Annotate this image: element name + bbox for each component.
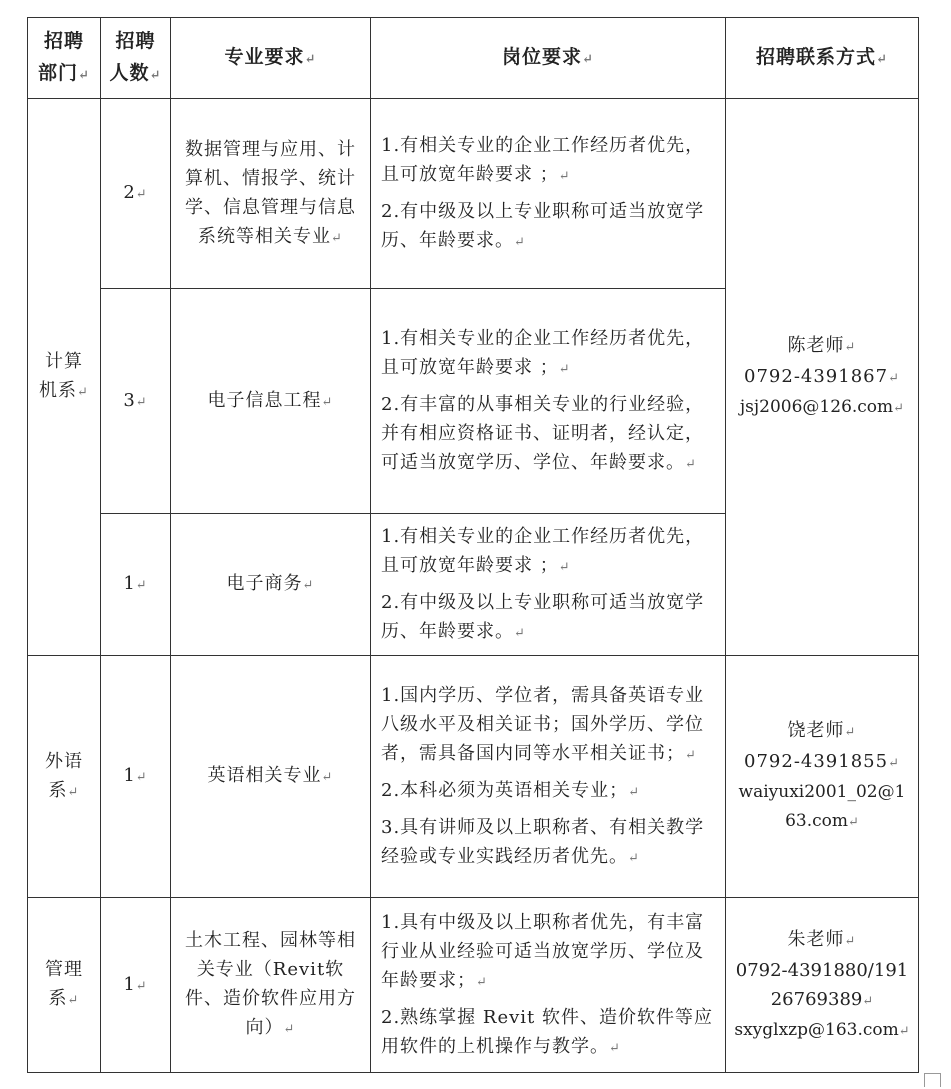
contact-phone: 0792-4391880/19126769389↵: [735, 959, 909, 1010]
dept-cell: 计算机系↵: [28, 99, 101, 656]
position-req-cell: [371, 289, 726, 514]
contact-cell: [726, 898, 919, 1073]
contact-cell: [726, 99, 919, 656]
header-major: 专业要求↵: [171, 18, 371, 99]
header-count: 招聘人数↵: [101, 18, 171, 99]
major-cell: 数据管理与应用、计算机、情报学、统计学、信息管理与信息系统等相关专业↵: [171, 99, 371, 289]
major-cell: 土木工程、园林等相关专业（Revit软件、造价软件应用方向）↵: [171, 898, 371, 1073]
position-req-cell: [371, 99, 726, 289]
count-cell: 1↵: [101, 656, 171, 898]
count-cell: 3↵: [101, 289, 171, 514]
count-cell: 2↵: [101, 99, 171, 289]
major-cell: 电子商务↵: [171, 514, 371, 656]
req-item: 2.有中级及以上专业职称可适当放宽学历、年龄要求。↵: [381, 200, 705, 251]
contact-cell: [726, 656, 919, 898]
req-item: 2.熟练掌握 Revit 软件、造价软件等应用软件的上机操作与教学。↵: [381, 1006, 713, 1057]
dept-cell: 外语系↵: [28, 656, 101, 898]
req-item: 2.有丰富的从事相关专业的行业经验，并有相应资格证书、证明者，经认定，可适当放宽学历、学位、年龄要求。↵: [381, 393, 705, 473]
req-item: 1.有相关专业的企业工作经历者优先，且可放宽年龄要求 ；↵: [381, 327, 705, 378]
contact-email: jsj2006@126.com↵: [739, 397, 905, 417]
contact-name: 朱老师↵: [787, 928, 857, 950]
req-item: 1.有相关专业的企业工作经历者优先，且可放宽年龄要求 ；↵: [381, 134, 705, 185]
table-row: [28, 656, 919, 898]
contact-phone: 0792-4391867↵: [744, 366, 900, 387]
req-item: 2.有中级及以上专业职称可适当放宽学历、年龄要求。↵: [381, 591, 705, 642]
recruitment-table: [27, 17, 919, 1073]
contact-name: 饶老师↵: [787, 720, 857, 741]
header-dept: 招聘部门↵: [28, 18, 101, 99]
position-req-cell: [371, 514, 726, 656]
req-item: 2.本科必须为英语相关专业；↵: [381, 779, 641, 801]
major-cell: 电子信息工程↵: [171, 289, 371, 514]
page-corner-marker: [924, 1073, 941, 1087]
position-req-cell: [371, 898, 726, 1073]
req-item: 1.有相关专业的企业工作经历者优先，且可放宽年龄要求 ；↵: [381, 525, 705, 576]
count-cell: 1↵: [101, 898, 171, 1073]
contact-name: 陈老师↵: [787, 335, 857, 356]
table-row: [28, 898, 919, 1073]
contact-email: waiyuxi2001_02@163.com↵: [738, 782, 906, 831]
position-req-cell: [371, 656, 726, 898]
header-contact: 招聘联系方式↵: [726, 18, 919, 99]
contact-email: sxyglxzp@163.com↵: [734, 1019, 910, 1040]
contact-phone: 0792-4391855↵: [744, 751, 900, 772]
header-position: 岗位要求↵: [371, 18, 726, 99]
dept-cell: 管理系↵: [28, 898, 101, 1073]
table-row: [28, 99, 919, 289]
header-row: [28, 18, 919, 99]
count-cell: 1↵: [101, 514, 171, 656]
major-cell: 英语相关专业↵: [171, 656, 371, 898]
req-item: 3.具有讲师及以上职称者、有相关教学经验或专业实践经历者优先。↵: [381, 816, 705, 867]
req-item: 1.国内学历、学位者，需具备英语专业八级水平及相关证书；国外学历、学位者，需具备国内同等水平相关证书；↵: [381, 684, 705, 764]
req-item: 1.具有中级及以上职称者优先，有丰富行业从业经验可适当放宽学历、学位及年龄要求；↵: [381, 911, 705, 991]
